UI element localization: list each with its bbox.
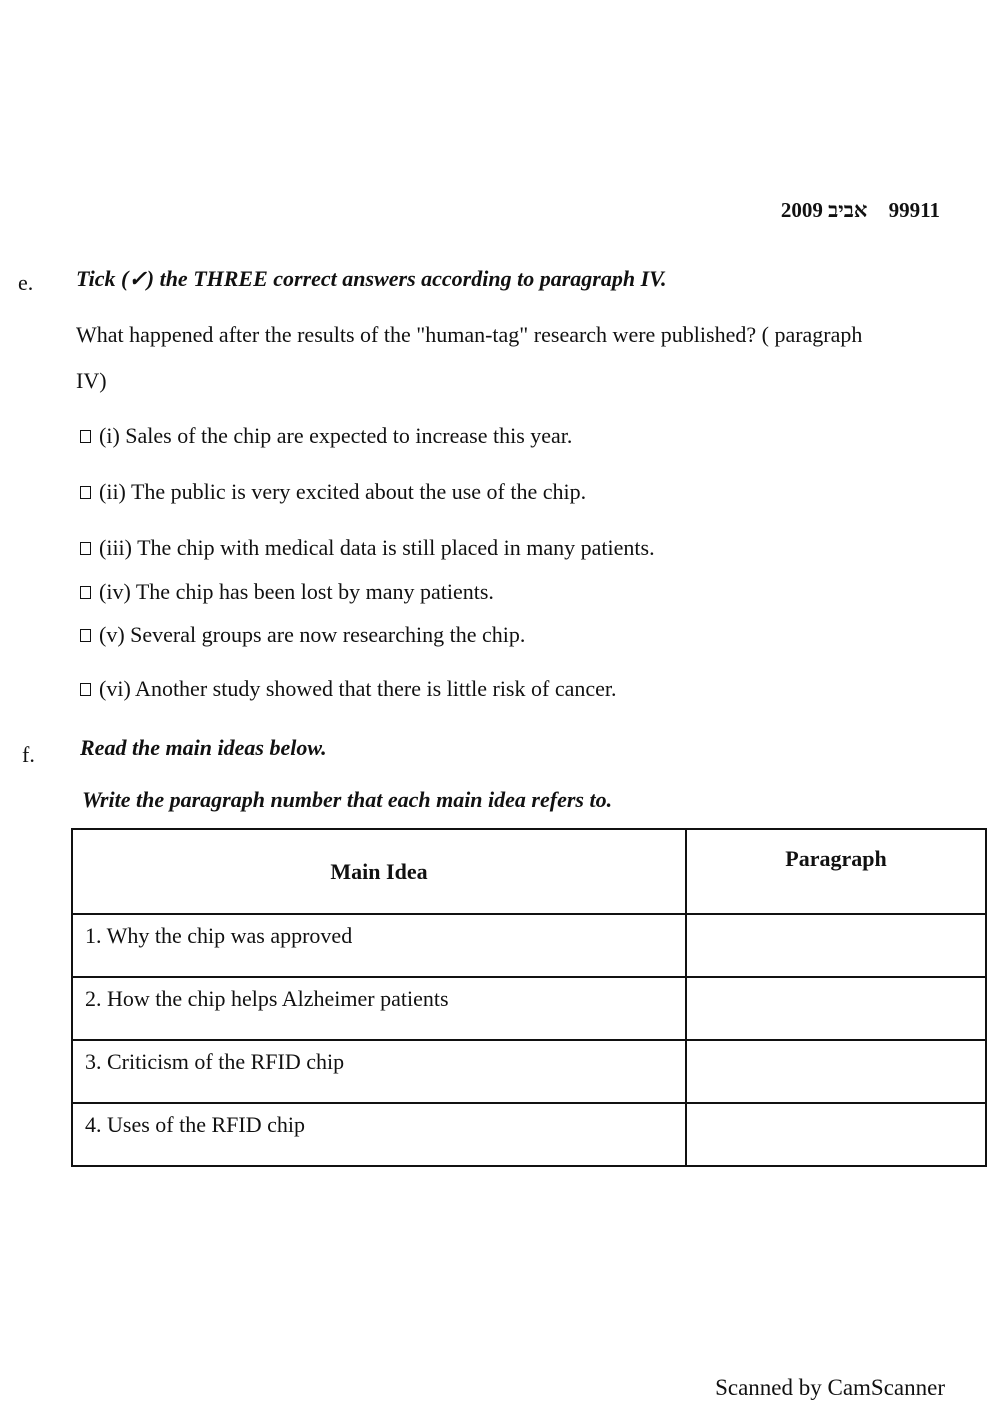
main-idea-cell: 2. How the chip helps Alzheimer patients (72, 977, 686, 1040)
section-f-instruction-2: Write the paragraph number that each main idea refers to. (82, 787, 613, 812)
paragraph-answer-cell[interactable] (686, 977, 986, 1040)
option-ii[interactable] (80, 479, 586, 505)
option-vi[interactable] (80, 676, 616, 702)
option-v[interactable] (80, 622, 525, 648)
paragraph-answer-cell[interactable] (686, 914, 986, 977)
checkbox[interactable] (80, 586, 91, 599)
paragraph-answer-cell[interactable] (686, 1103, 986, 1166)
exam-month-hebrew: אביב (828, 198, 868, 222)
checkbox[interactable] (80, 683, 91, 696)
option-text: (vi) Another study showed that there is little risk of cancer. (99, 676, 617, 701)
section-f-instruction-1: Read the main ideas below. (80, 735, 327, 760)
option-i[interactable] (80, 423, 572, 449)
question-line-2: IV) (76, 368, 107, 393)
option-iv[interactable] (80, 579, 494, 605)
section-e-question (76, 312, 956, 404)
header-paragraph: Paragraph (686, 829, 986, 914)
table-header-row (72, 829, 986, 914)
section-e-label: e. (18, 270, 34, 295)
paragraph-answer-cell[interactable] (686, 1040, 986, 1103)
table-row (72, 1040, 986, 1103)
option-text: (iii) The chip with medical data is still placed in many patients. (99, 535, 655, 560)
question-line-1: What happened after the results of the "human-tag" research were published? ( paragraph (76, 322, 863, 347)
main-idea-cell: 1. Why the chip was approved (72, 914, 686, 977)
checkbox[interactable] (80, 542, 91, 555)
table-row (72, 977, 986, 1040)
checkbox[interactable] (80, 629, 91, 642)
option-text: (ii) The public is very excited about the use of the chip. (99, 479, 587, 504)
checkbox[interactable] (80, 486, 91, 499)
exam-year: 2009 (780, 198, 823, 222)
table-row (72, 1103, 986, 1166)
scanner-watermark: Scanned by CamScanner (715, 1375, 945, 1400)
checkbox[interactable] (80, 430, 91, 443)
option-iii[interactable] (80, 535, 655, 561)
main-idea-cell: 4. Uses of the RFID chip (72, 1103, 686, 1166)
exam-header (781, 198, 940, 223)
header-main-idea: Main Idea (72, 829, 686, 914)
main-ideas-table (71, 828, 987, 1167)
section-f-label: f. (22, 742, 35, 767)
option-text: (iv) The chip has been lost by many patients. (99, 579, 494, 604)
exam-code: 99911 (888, 198, 940, 222)
main-idea-cell: 3. Criticism of the RFID chip (72, 1040, 686, 1103)
option-text: (v) Several groups are now researching the chip. (99, 622, 526, 647)
section-e-instruction: Tick (✓) the THREE correct answers according to paragraph IV. (76, 266, 667, 291)
table-row (72, 914, 986, 977)
option-text: (i) Sales of the chip are expected to increase this year. (99, 423, 573, 448)
